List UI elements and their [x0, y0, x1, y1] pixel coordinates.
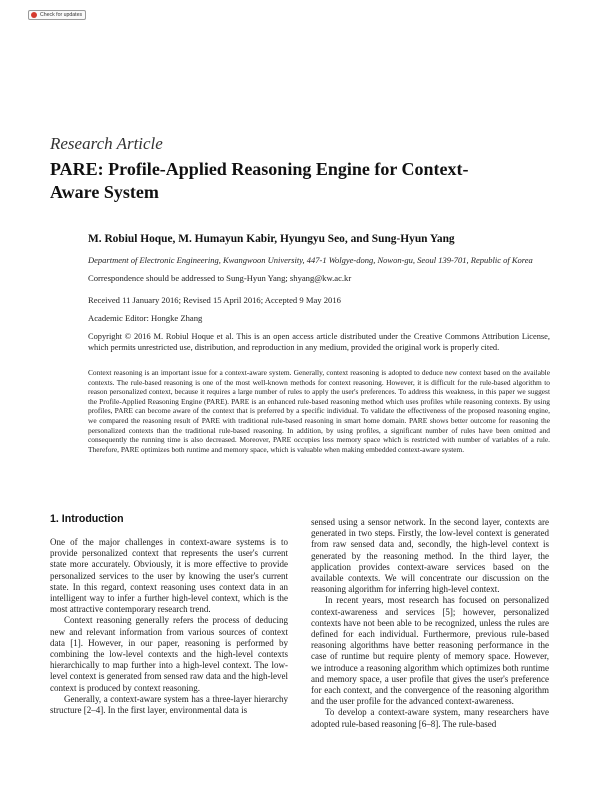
section-heading-introduction: 1. Introduction — [50, 513, 124, 525]
affiliation: Department of Electronic Engineering, Kwangwoon University, 447-1 Wolgye-dong, Nowon-gu, Seoul 139-701, Republic of Korea — [88, 255, 533, 265]
paragraph: Context reasoning generally refers the process of deducing new and relevant information from various sources of context data [1]. However, in our paper, reasoning is performed by combining the low-level contexts and the high-level contexts hierarchically to map further into a high-level context. The low-level context is generated from sensed raw data and the high-level context is produced by context reasoning. — [50, 615, 288, 693]
paragraph: Generally, a context-aware system has a three-layer hierarchy structure [2–4]. In the first layer, environmental data is — [50, 693, 288, 716]
body-column-left — [50, 513, 288, 716]
author-list: M. Robiul Hoque, M. Humayun Kabir, Hyungyu Seo, and Sung-Hyun Yang — [88, 233, 455, 245]
abstract: Context reasoning is an important issue for a context-aware system. Generally, context reasoning is adopted to deduce new context based on the available contexts. The rule-based reasoning is one of the most well-known methods for context reasoning. However, it is difficult for the rule-based algorithm to reason personalized context, because it requires a large number of rules to apply the user's preferences. To address this weakness, in this paper we suggest the Profile-Applied Reasoning Engine (PARE). PARE is an enhanced rule-based reasoning method which uses profiles while reasoning contexts. By using profiles, PARE can become aware of the context that is preferred by a specific individual. To validate the effectiveness of the proposed reasoning engine, we compared the reasoning result of PARE with traditional rule-based reasoning in smart home domain. PARE shows better outcome for reasoning the personalized contexts than the traditional rule-based reasoning. In addition, by using profiles, a significant number of rules have been omitted and consequently the running time is also decreased. Moreover, PARE occupies less memory space which is restricted with number of variables of a rule. Therefore, PARE optimizes both runtime and memory space, which is valuable when making embedded context-aware system. — [88, 368, 550, 454]
academic-editor: Academic Editor: Hongke Zhang — [88, 313, 203, 323]
submission-dates: Received 11 January 2016; Revised 15 April 2016; Accepted 9 May 2016 — [88, 295, 341, 305]
article-title: PARE: Profile-Applied Reasoning Engine for Context-Aware System — [50, 159, 469, 202]
paragraph: One of the major challenges in context-aware systems is to provide personalized context that represents the user's current state more accurately. Obviously, it is more effective to provide personalized services to the user by knowing the user's current state. In this regard, context reasoning uses context data in an intelligent way to infer a further high-level context, which is the most attractive contemporary research trend. — [50, 537, 288, 615]
correspondence: Correspondence should be addressed to Sung-Hyun Yang; shyang@kw.ac.kr — [88, 273, 352, 283]
copyright-notice: Copyright © 2016 M. Robiul Hoque et al. This is an open access article distributed under the Creative Commons Attribution License, which permits unrestricted use, distribution, and reproduction in any medium, provided the original work is properly cited. — [88, 332, 550, 352]
article-type: Research Article — [50, 134, 163, 153]
paragraph: To develop a context-aware system, many researchers have adopted rule-based reasoning [6–8]. The rule-based — [311, 707, 549, 729]
paragraph: sensed using a sensor network. In the second layer, contexts are generated in two steps. Firstly, the low-level context is generated from raw sensed data and, secondly, the high-level context is generated by the reasoning method. In the third layer, the application provides context-aware services based on the available contexts. We will concentrate our discussion on the reasoning algorithm for inferring high-level context. — [311, 517, 549, 595]
paragraph: In recent years, most research has focused on personalized context-awareness and services [5]; however, personalized contexts have not been able to be recognized, unless the rules are defined for each individual. Furthermore, previous rule-based reasoning algorithms have better reasoning performance in the case of runtime but require plenty of memory space. However, we introduce a reasoning algorithm which optimizes both runtime and memory space, a user profile that gives the user's preference for each context, and the convergence of the reasoning algorithm and the user profile for the advanced context-awareness. — [311, 595, 549, 707]
update-check-icon — [31, 12, 37, 18]
check-for-updates-label: Check for updates — [40, 12, 83, 18]
check-for-updates-badge[interactable] — [28, 10, 86, 20]
body-column-right — [311, 517, 549, 730]
